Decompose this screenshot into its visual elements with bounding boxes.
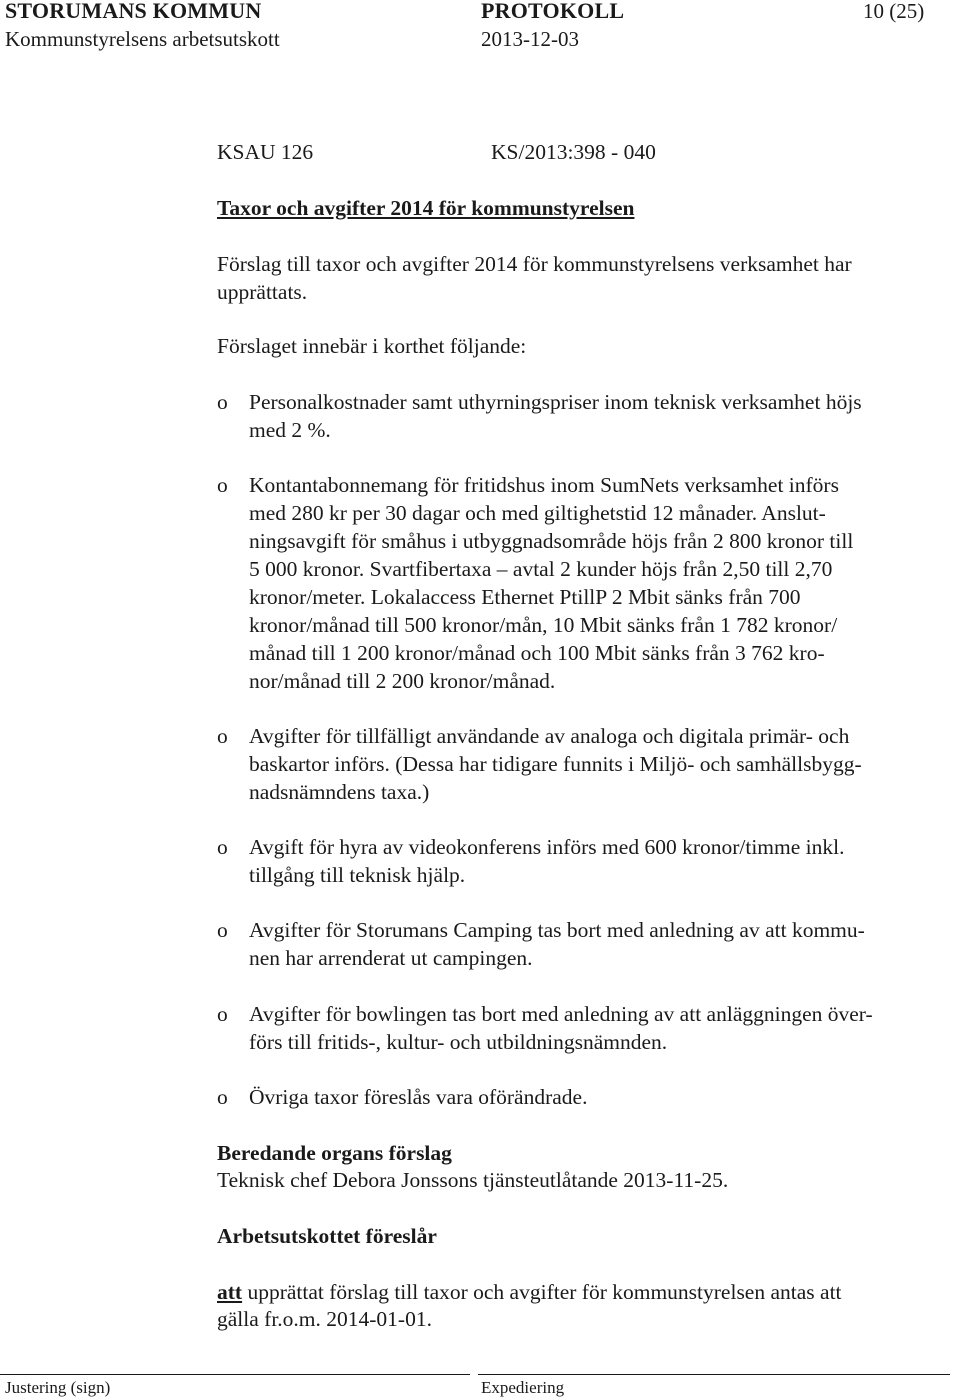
bullet-line: kronor/månad till 500 kronor/mån, 10 Mbit sänks från 1 782 kronor/ <box>249 613 838 637</box>
intro-line: upprättats. <box>217 280 308 304</box>
bullet-line: Övriga taxor föreslås vara oförändrade. <box>249 1085 588 1109</box>
bullet-marker: o <box>217 1085 228 1109</box>
bullet-line: Personalkostnader samt uthyrningspriser inom teknisk verksamhet höjs <box>249 390 862 414</box>
bullet-marker: o <box>217 473 228 497</box>
expediering-label: Expediering <box>481 1378 565 1397</box>
bullet-marker: o <box>217 724 228 748</box>
bullet-line: med 2 %. <box>249 418 331 442</box>
page-number: 10 (25) <box>863 0 925 23</box>
bullet-line: tillgång till teknisk hjälp. <box>249 863 466 887</box>
bullet-line: Avgifter för Storumans Camping tas bort med anledning av att kommu- <box>249 918 865 942</box>
bullet-line: 5 000 kronor. Svartfibertaxa – avtal 2 kunder höjs från 2,50 till 2,70 <box>249 557 833 581</box>
signature-line <box>478 1374 950 1375</box>
bullet-line: ningsavgift för småhus i utbyggnadsområde höjs från 2 800 kronor till <box>249 529 854 553</box>
signature-line <box>0 1374 470 1375</box>
bullet-line: kronor/meter. Lokalaccess Ethernet PtillP 2 Mbit sänks från 700 <box>249 585 801 609</box>
bullet-line: Avgifter för tillfälligt användande av analoga och digitala primär- och <box>249 724 850 748</box>
bullet-line: med 280 kr per 30 dagar och med giltighetstid 12 månader. Anslut- <box>249 501 826 525</box>
committee-name: Kommunstyrelsens arbetsutskott <box>5 27 280 51</box>
summary-line: Förslaget innebär i korthet följande: <box>217 334 527 358</box>
bullet-line: baskartor införs. (Dessa har tidigare funnits i Miljö- och samhällsbygg- <box>249 752 862 776</box>
case-reference: KS/2013:398 - 040 <box>491 140 656 164</box>
bullet-marker: o <box>217 835 228 859</box>
intro-line: Förslag till taxor och avgifter 2014 för kommunstyrelsens verksamhet har <box>217 252 852 276</box>
bullet-line: förs till fritids-, kultur- och utbildningsnämnden. <box>249 1030 668 1054</box>
meeting-date: 2013-12-03 <box>481 27 579 51</box>
preparing-body-heading: Beredande organs förslag <box>217 1141 452 1165</box>
bullet-line: nadsnämndens taxa.) <box>249 780 430 804</box>
proposal-line <box>217 1280 842 1305</box>
case-number: KSAU 126 <box>217 140 314 164</box>
bullet-line: Avgifter för bowlingen tas bort med anledning av att anläggningen över- <box>249 1002 873 1026</box>
municipality-name: STORUMANS KOMMUN <box>5 0 262 23</box>
proposal-line: gälla fr.o.m. 2014-01-01. <box>217 1307 432 1331</box>
justering-label: Justering (sign) <box>5 1378 111 1397</box>
bullet-marker: o <box>217 918 228 942</box>
proposal-heading: Arbetsutskottet föreslår <box>217 1224 437 1248</box>
document-type: PROTOKOLL <box>481 0 625 23</box>
bullet-marker: o <box>217 1002 228 1026</box>
proposal-text: upprättat förslag till taxor och avgifter för kommunstyrelsen antas att <box>242 1280 842 1304</box>
att-keyword: att <box>217 1280 243 1304</box>
bullet-line: månad till 1 200 kronor/månad och 100 Mbit sänks från 3 762 kro- <box>249 641 825 665</box>
bullet-line: Kontantabonnemang för fritidshus inom SumNets verksamhet införs <box>249 473 839 497</box>
case-title: Taxor och avgifter 2014 för kommunstyrelsen <box>217 196 635 220</box>
bullet-line: nen har arrenderat ut campingen. <box>249 946 533 970</box>
preparing-body-text: Teknisk chef Debora Jonssons tjänsteutlåtande 2013-11-25. <box>217 1168 729 1192</box>
bullet-line: Avgift för hyra av videokonferens införs med 600 kronor/timme inkl. <box>249 835 845 859</box>
bullet-line: nor/månad till 2 200 kronor/månad. <box>249 669 556 693</box>
bullet-marker: o <box>217 390 228 414</box>
